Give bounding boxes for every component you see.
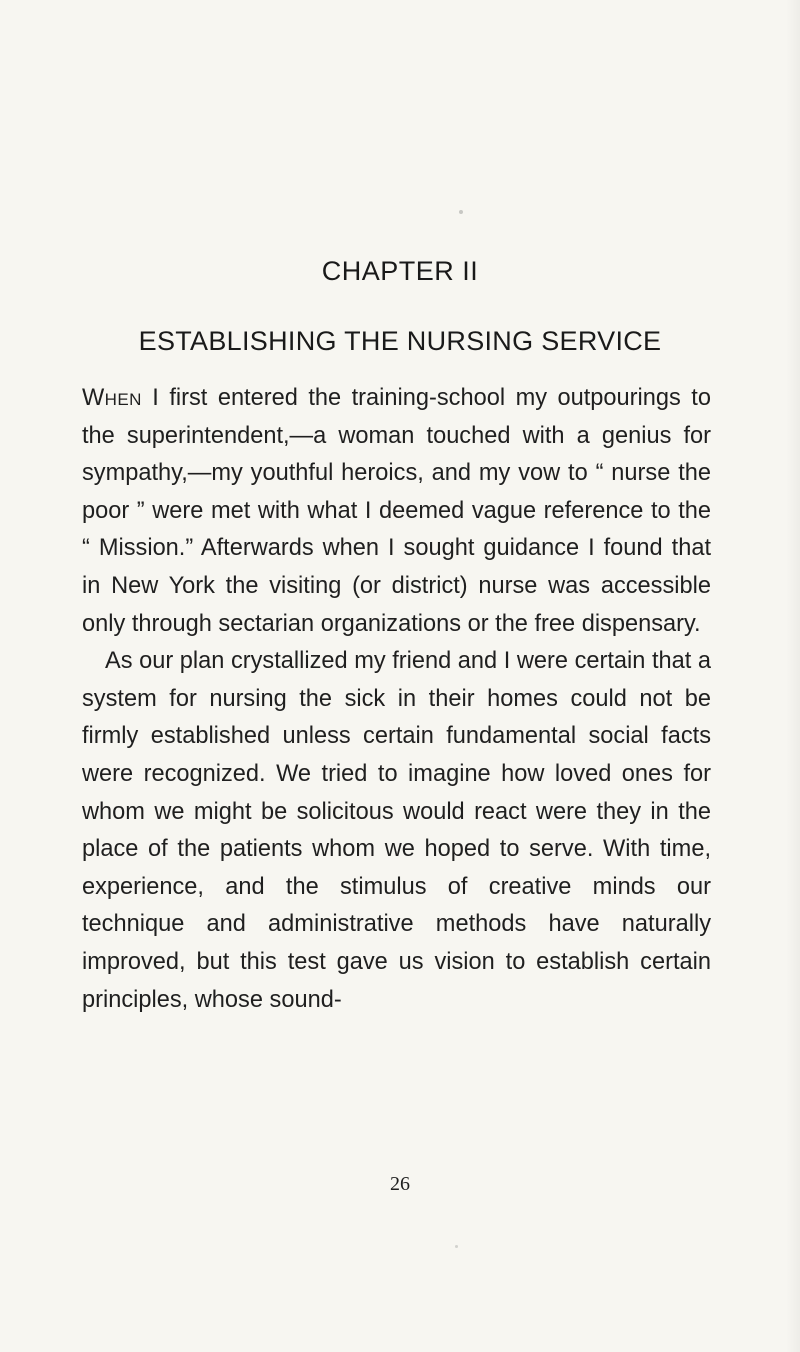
paper-speck bbox=[455, 1245, 458, 1248]
paragraph-2 bbox=[82, 643, 711, 1019]
chapter-title: ESTABLISHING THE NURSING SERVICE bbox=[138, 326, 662, 356]
page-edge-shadow bbox=[786, 0, 800, 1352]
page-number: 26 bbox=[390, 1173, 410, 1195]
chapter-number: CHAPTER II bbox=[321, 256, 479, 286]
paragraph-lead-word: When bbox=[82, 385, 142, 411]
paragraph-text: I first entered the training-school my outpourings to the superintendent,—a woman touched with a genius for sympathy,—my youthful heroics, and my vow to “ nurse the poor ” were met with what I deemed vague reference to the “ Mission.” Afterwards when I sought guidance I found that in New York the visiting (or district) nurse was accessible only through sectarian organizations or the free dispensary. bbox=[82, 385, 711, 637]
paragraph-text: As our plan crystallized my friend and I were certain that a system for nursing the sick in their homes could not be firmly established unless certain fundamental social facts were recognized. We tried to imagine how loved ones for whom we might be solicitous would react were they in the place of the patients whom we hoped to serve. With time, experience, and the stimulus of creative minds our technique and administrative methods have naturally improved, but this test gave us vision to establish certain principles, whose sound- bbox=[82, 648, 711, 1013]
paragraph-1 bbox=[82, 380, 711, 643]
body-text bbox=[82, 380, 711, 1019]
paper-speck bbox=[459, 210, 463, 214]
